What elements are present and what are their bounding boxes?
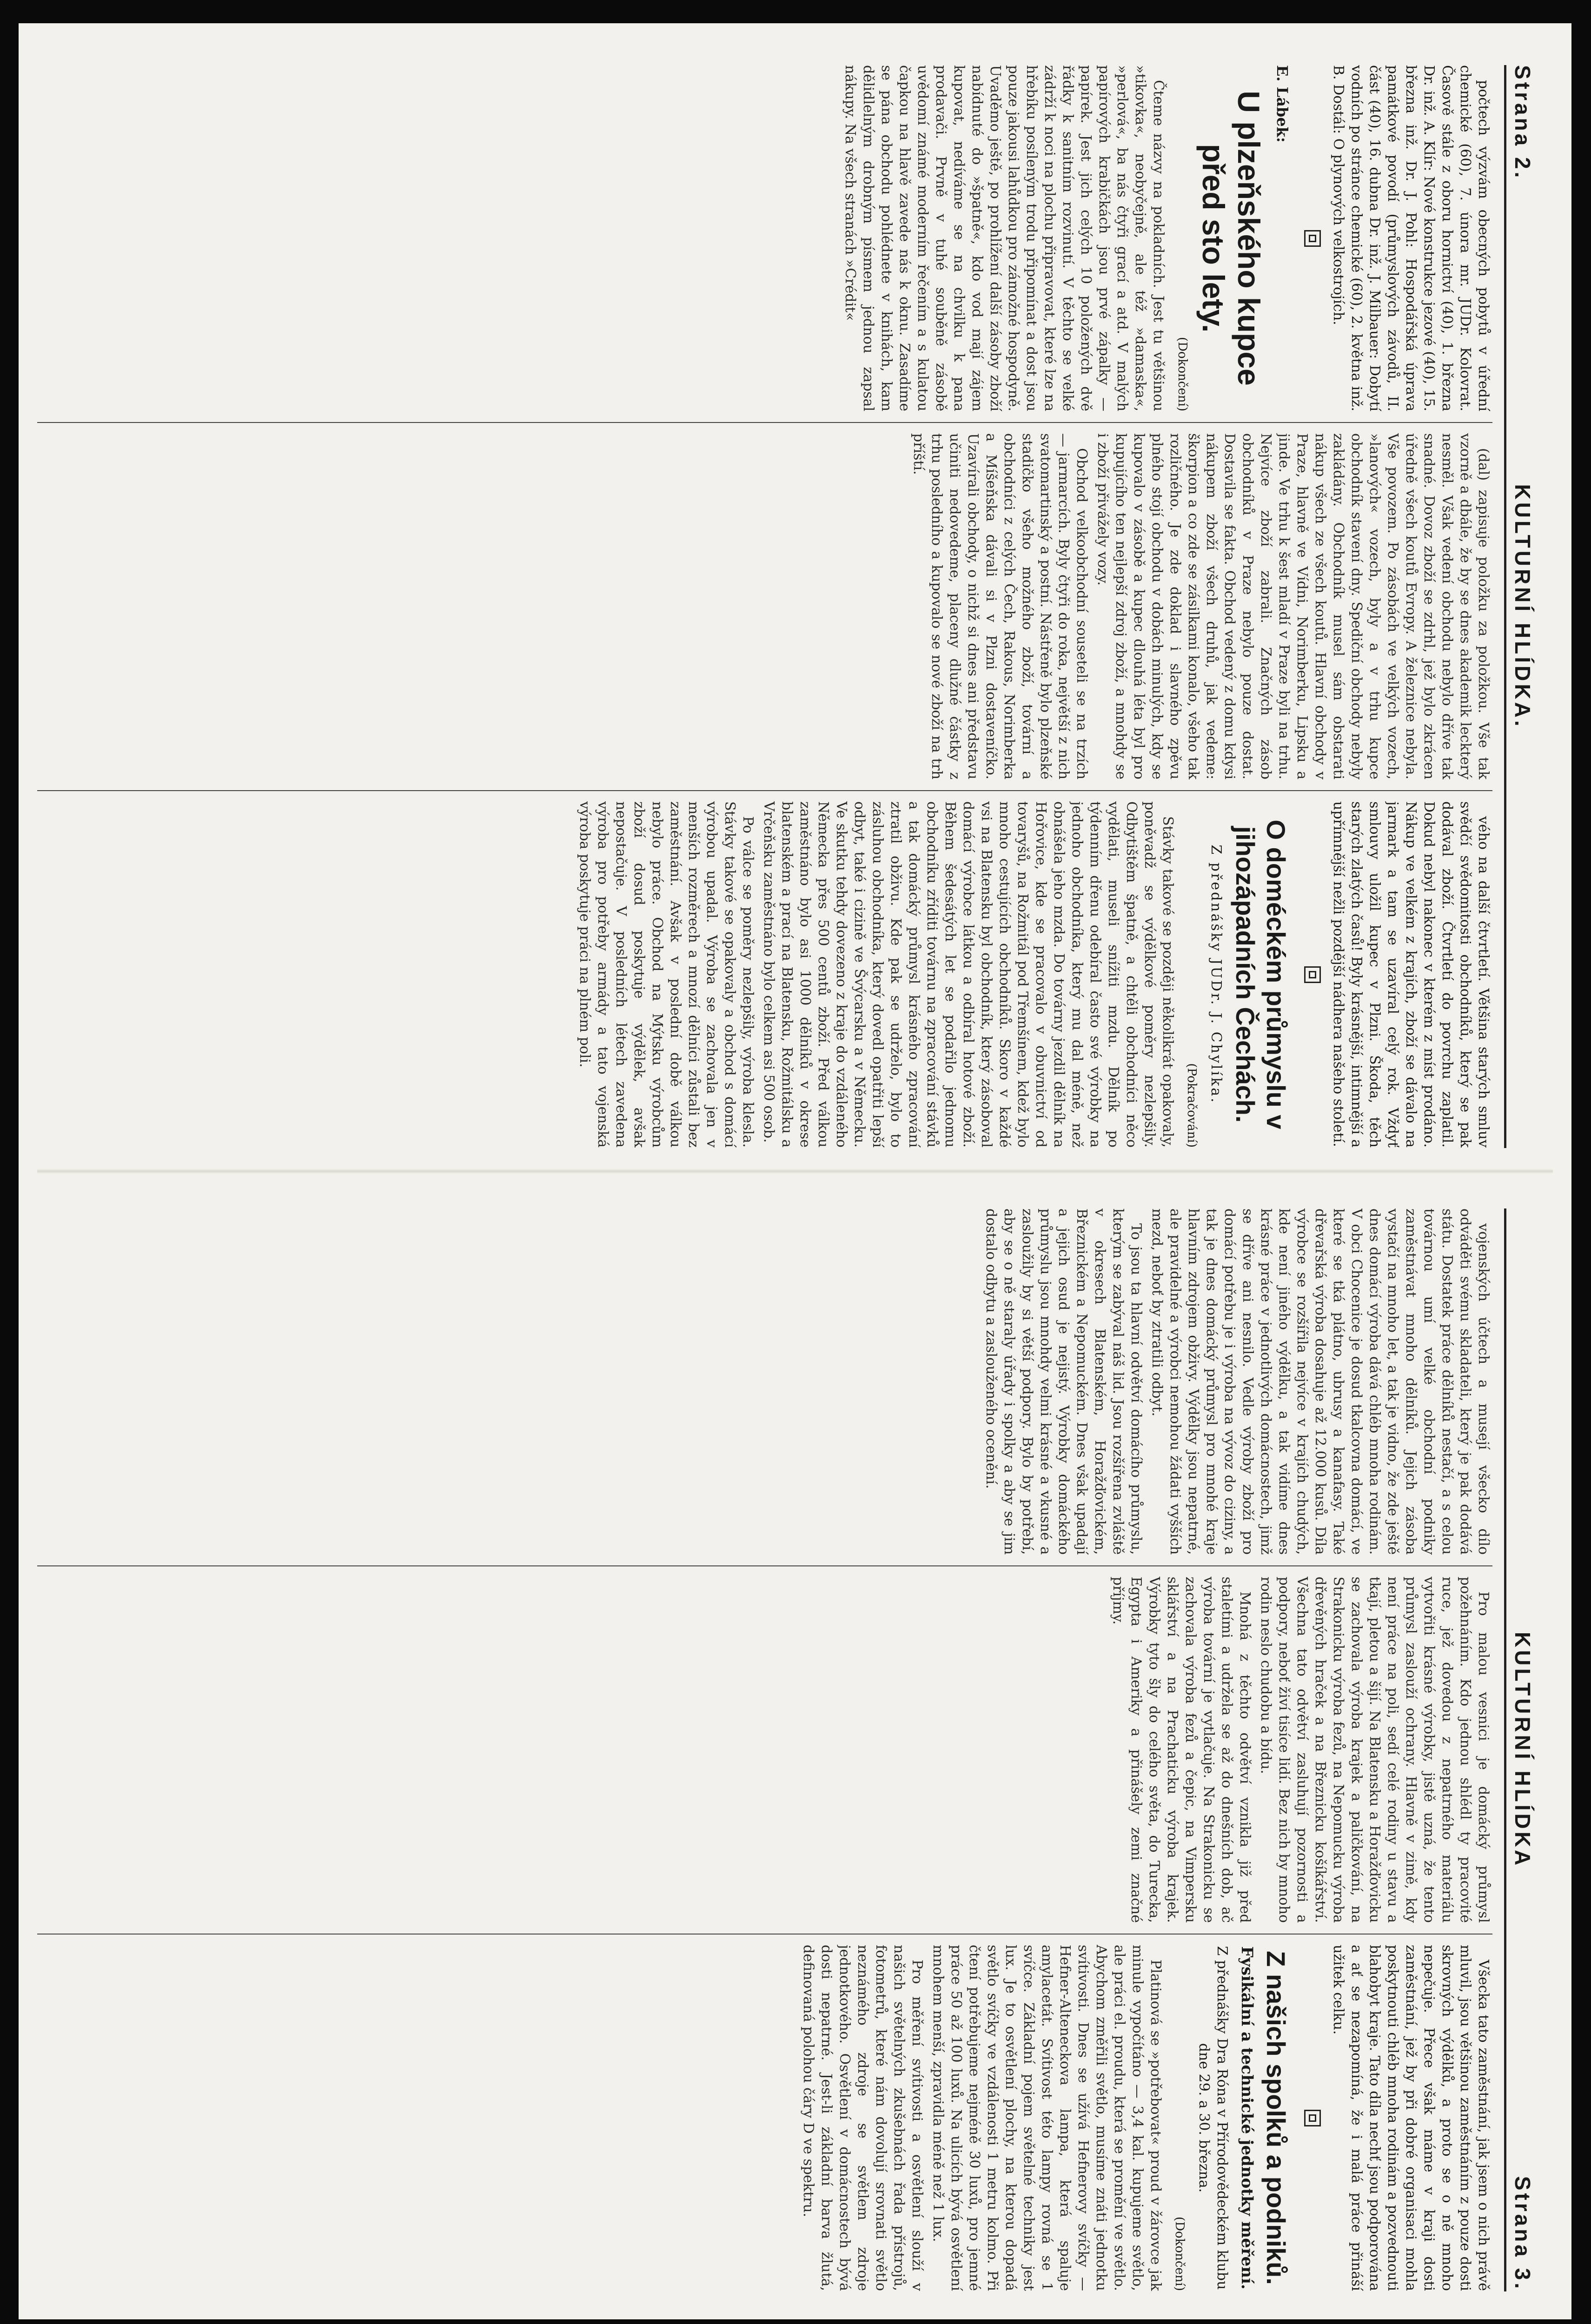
article-author: Z přednášky JUDr. J. Chylíka. — [1208, 845, 1224, 1104]
article-body: Mnohá z těchto odvětví vznikla již před staletími a udržela se až do dnešních dob, ač výroba tovární je vytlačuje. Na Strakonicku se zachovala výroba fezů a čepic, na Vimpersku sklářství a na Prachaticku výroba krajek. Výrobky tyto šly do celého světa, do Turecka, Egypta i Ameriky a přinášely zemi značné příjmy. — [1110, 1577, 1253, 1923]
section-end-mark — [1299, 65, 1321, 411]
article-author: Z přednášky Dra Róna v Přírodovědeckém klubu dne 29. a 30. března. — [1196, 1946, 1230, 2290]
column-2 — [37, 1577, 1492, 1923]
rotated-spread — [19, 23, 1571, 2319]
running-head-left — [1504, 65, 1539, 1148]
article-body: Čteme názvy na pokladních. Jest tu většinou »tikovka«, neobyčejně, ale též »damaska«, »perlová«, ba nás čtyři grací a atd. V malých papírových krabičkách jsou prvé zápalky — papírek. Jest jich celých 10 položených dvě řádky k sanitním rozvinutí. V těchto se velké zádrží k noci na plochu připravovat, které lze na hřebíku posíleným trodu připomínat a dost jsou pouze jakousi lahůdkou pro zámožné hospodyně. Uvaděmo ještě, po prohlížení další zásoby zboží nabídnuté do »špatně«, kdo vod mají zájem kupovat, nedíváme se na chvilku k pana prodavači. Prvně v tuhé souběně zásobě uvědomí známé moderním řečením a s kulatou čapkou na hlavě zavede nás k oknu. Zasadíme se pána obchodu pohlédnete v knihách, kam dělidlelným drobným písmem jednou zapsal nákupy. Na všech stranách »Crédit« — [842, 65, 1167, 411]
article-title: U plzeňského kupce před sto lety. — [1196, 91, 1266, 386]
continuation-note: (Pokračování) — [1185, 1063, 1199, 1148]
center-fold — [37, 1169, 1553, 1174]
article-body: Stávky takové se později několikrát opakovaly, poněvadž se výdělkové poměry nezlepšily. Odbytištěm špatně, a chtěli obchodníci něco vydělati, museli snížiti mzdu. Dělník po týdenním dřenu odebíral často své výrobky na jednoho obchodníka, který mu dal méně, než obnášela jeho mzda. Do továrny jezdil dělník na Hořovice, kde se pracovalo v obuvnictví od tovaryšů, na Rožmitál pod Třemšínem, kdež bylo mnoho cestujících obchodníků. Skoro v každé vsi na Blatensku byl obchodník, který zásoboval domácí výrobce látkou a odbíral hotové zboží. Během šedesátých let se podařilo jednomu obchodníku zříditi továrnu na zpracování stávků a tak domácký průmysl krásného zpracování ztratil obživu. Kde pak se udrželo, bylo to zásluhou obchodníka, který dovedl opatřiti lepší odbyt, také i cizině ve Švýcarsku a v Německu. Ve skutku tehdy dovezeno z kraje do vzdáleného Německa přes 500 centů zboží. Před válkou zaměstnáno bylo asi 1000 dělníků v okrese blatenském a prací na Blatensku, Rožmitálsku a Vrčeňsku zaměstnáno bylo celkem asi 500 osob. — [761, 801, 1176, 1148]
columns-right — [37, 1208, 1492, 2291]
article-body: (dal) zapisuje položku za položkou. Vše tak vzorně a dbále, že by se dnes akademik leckterý nesměl. Však vedení obchodu nebylo dříve tak snadné. Dovoz zboží se zdrhl, jež bylo zkrácen úředně všech koutů Evropy. A železnice nebyla. Vše povozem. Po zásobách ve velkých vozech, »lanových« vozech, byly a v trhu kupce obchodník stavení dny. Spediční obchody nebyly zakládány. Obchodník musel sám obstarati nákup všech ze všech koutů. Hlavní obchody v Praze, hlavně ve Vídni, Norimberku, Lipsku a jinde. Ve trhu k šest mladí v Praze byli na trhu. Nejvíce zboží zabrali. Značných zásob obchodníků v Praze nebylo pouze dostat. Dostavila se fakta. Obchod vedený z domu kdysi nákupem zboží všech druhů, jak vedeme: škorpion a co zde se zásilkami konalo, všeho tak rozličného. Je zde doklad i slavného zpěvu plného stojí obchodu v dobách minulých, kdy se kupovalo v zásobě a kupec dlouhá léta byl pro kupujícího ten nejlepší zdroj zboží, a mnohdy se i zboží přivážely vozy. — [1094, 433, 1492, 779]
page-number-label: Strana 3. — [1511, 2176, 1535, 2291]
running-head-right — [1504, 1208, 1539, 2291]
column-1 — [37, 1208, 1492, 1555]
continuation-note: (Dokončení) — [1173, 2217, 1187, 2291]
columns-left — [37, 65, 1492, 1148]
article-body: To jsou ta hlavní odvětví domácího průmyslu, kterým se zabýval náš lid. Jsou rozšířena zvláště v okresech Blatenském, Horažďovickém, Březnickém a Nepomuckém. Dnes však upadají a jejich osud je nejistý. Výrobky domáckého průmyslu jsou mnohdy velmi krásné a vkusné a zasloužily by si větší podpory. Bylo by potřebí, aby se o ně staraly úřady i spolky a aby se jim dostalo odbytu a zaslouženého ocenění. — [983, 1208, 1144, 1555]
article-body: vojenských účtech a musejí všecko dílo odváděti svému skladateli, který je pak dodává státu. Dostatek práce dělníků nestačí, a s celou továrnou umí velké obchodní podniky zaměstnávat mnoho dělníků. Jejich zásoba vystačí na mnoho let, a tak je vidno, že zde ještě dnes domácí výroba dává chléb mnoha rodinám. V obci Chocenice je dosud tkalcovna domácí, ve které se tká plátno, ubrusy a kanafasy. Také dřevařská výroba dosahuje až 12.000 kusů. Díla výrobce se rozšířila nejvíce v krajích chudých, kde není jiného výdělku, a tak vidíme dnes krásné práce v jednotlivých domácnostech, jimž se dříve ani nesnilo. Vedle výroby zboží pro domácí potřebu je i výroba na vývoz do ciziny, a tak je dnes domácký průmysl pro mnohé kraje hlavním zdrojem obživy. Výdělky jsou nepatrné, ale pravidelné a výrobci nemohou žádati vyšších mezd, neboť by ztratili odbyt. — [1149, 1208, 1492, 1555]
journal-title: KULTURNÍ HLÍDKA — [1511, 1631, 1535, 1868]
article-body: Pro měření svítivosti a osvětlení slouží v našich světelných zkušebnách řada přístrojů, fotometrů, které nám dovolují srovnati světlo neznámého zdroje se světlem zdroje jednotkového. Osvětlení v domácnostech bývá dosti nepatrné. Jest-li základní barva žlutá, definovaná polohou čáry D ve spektru. — [800, 1945, 925, 2291]
section-end-mark — [1299, 801, 1321, 1148]
page-strana-2 — [37, 65, 1539, 1148]
article-body: Po válce se poměry nezlepšily, výroba klesla. Stávky takové se opakovaly a obchod s domácí výrobou upadal. Výroba se zachovala jen v menších rozměrech a mnozí dělníci zůstali bez zaměstnání. Avšak v poslední době válkou nebylo práce. Obchod na Mýtsku výrobcům zboží dosud poskytuje výdělek, avšak nepostačuje. V posledních létech zavedena výroba pro potřeby armády a tato vojenská výroba poskytuje práci na plném poli. — [577, 801, 756, 1148]
journal-title: KULTURNÍ HLÍDKA. — [1511, 484, 1535, 729]
column-2 — [37, 433, 1492, 779]
column-1 — [37, 65, 1492, 411]
column-rule — [37, 1565, 1492, 1566]
article-byline: E. Lábek: — [1273, 65, 1291, 143]
article-body: Obchod velkoobchodní souseteli se na trzích — jarmarcích. Byly čtyři do roka, největší z nich svatomartinský a postní. Nástřeně bylo plzeňské stadičko všeho možného zboží, tovární a obchodníci z celých Čech, Rakous, Norimberka a Míšeňska dávali si v Plzni dostaveníčko. Uzavírali obchody, o nichž si dnes ani představu učiniti nedovedeme, placeny dlužné částky z trhu posledního a kupovalo se nové zboží na trh příští. — [910, 433, 1090, 779]
continuation-note: (Dokončení) — [1175, 337, 1189, 411]
article-body: Platinová se »potřebovat« proud v žárovce jak minule vypočítáno — 3,4 kal. kupujeme světlo, ale práci el. proudu, která se promění ve světlo. Abychom změřili světlo, musíme znáti jednotku svítivosti. Dnes se užívá Hefnerovy svíčky — Hefner-Alteneckova lampa, která spaluje amylacetát. Svítivost této lampy rovná se 1 svíčce. Základní pojem světelné techniky jest lux. Je to osvětlení plochy, na kterou dopadá světlo svíčky ve vzdálenosti 1 metru kolmo. Při čtení potřebujeme nejméně 30 luxů, pro jemné práce 50 až 100 luxů. Na ulicích bývá osvětlení mnohem menší, zpravidla méně než 1 lux. — [930, 1945, 1164, 2291]
article-body: Pro malou vesnici je domácký průmysl požehnáním. Kdo jednou shlédl ty pracovité ruce, jež dovedou z nepatrného materiálu vytvořiti krásné výrobky, jistě uzná, že tento průmysl zaslouží ochrany. Hlavně v zimě, kdy není práce na poli, sedí celé rodiny u stavu a tkají, pletou a šijí. Na Blatensku a Horažďovicku se zachovala výroba krajek a paličkování, na Strakonicku výroba fezů, na Nepomucku výroba dřevěných hraček a na Březnicku košíkářství. Všechna tato odvětví zasluhují pozornosti a podpory, neboť živí tisíce lidí. Bez nich by mnoho rodin neslo chudobu a bídu. — [1258, 1577, 1492, 1923]
column-rule — [37, 422, 1492, 423]
section-end-mark — [1299, 1945, 1321, 2291]
page-strana-3 — [37, 1208, 1539, 2291]
column-3 — [37, 801, 1492, 1148]
newspaper-page — [19, 23, 1571, 2319]
column-rule — [37, 790, 1492, 791]
article-title: Z našich spolků a podniků. — [1261, 1951, 1291, 2285]
page-number-label: Strana 2. — [1511, 65, 1535, 181]
article-title: O doméckém průmyslu v jihozápadních Čechách. — [1231, 819, 1291, 1129]
article-subtitle: Fysikální a technické jednotky měření. — [1238, 1946, 1256, 2290]
column-3 — [37, 1945, 1492, 2291]
article-continuation: vého na další čtvrtletí. Většina starých smluv svědčí svědomitosti obchodníků, který se pak dodával zboží. Čtvrtletí do povrchu zaplatil. Dokud nebyl nakonec v kterém z míst prodáno. Nákup ve velkém z krajích, zboží se dávalo na jarmark a tam se uzavíral celý rok. Vždyť smlouvy uložil kupec v Plzni. Škoda, těch starých zlatých časů! Byly krásnější, intimnější a upřímnější nežli pozdější nádhera našeho století. — [1330, 801, 1492, 1148]
lead-paragraph: počtech výzvám obecných pobytů v úřední chemické (60), 7. února mr. JUDr. Kolovrat. Časově stále z oboru hornictví (40), 1. března Dr. inž. A. Klír: Nové konstrukce jezové (40), 15. března inž. Dr. J. Pohl: Hospodářská úprava památkové povodí (průmyslových závodů, II. část (40), 16. dubna Dr. inž. J. Milbauer: Dobytí vodních po stránce chemické (60), 2. května inž. B. Dostál: O plynových velkostrojích. — [1330, 65, 1492, 411]
article-continuation: Všecka tato zaměstnání, jak jsem o nich právě mluvil, jsou většinou zaměstnáním z pouze dosti skrovných výdělků, a proto se o ně mnoho nepečuje. Přece však máme v kraji dosti zaměstnání, jež by při dobré organisaci mohla poskytnouti chléb mnoha rodinám a pozvednouti blahobyt kraje. Tato díla nechť jsou podporována a ať se nezapomíná, že i malá práce přináší užitek celku. — [1330, 1945, 1492, 2291]
